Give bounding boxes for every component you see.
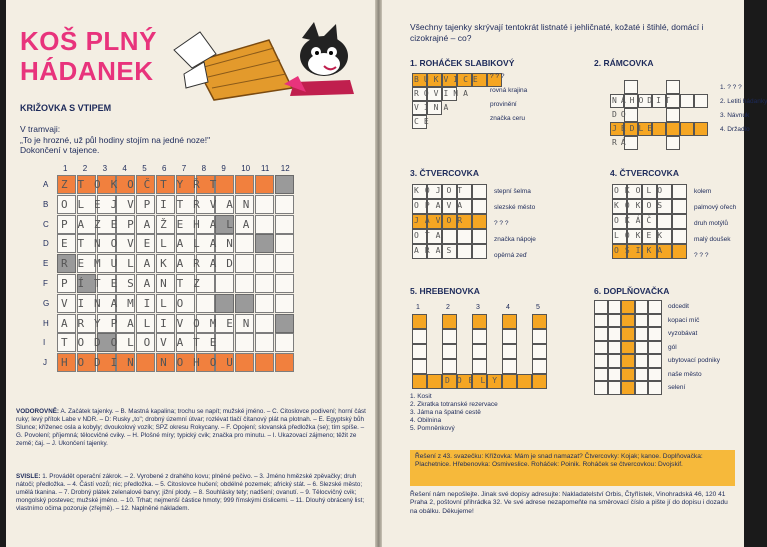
puzzle-cell xyxy=(594,368,608,382)
puzzle-cell xyxy=(648,354,662,368)
page-title xyxy=(20,26,157,86)
puzzle-cell xyxy=(648,368,662,382)
puzzle-cell xyxy=(608,354,622,368)
grid-cell xyxy=(255,333,274,352)
puzzle-cell xyxy=(442,314,457,329)
puzzle-cell xyxy=(635,314,649,328)
puzzle-cell xyxy=(608,300,622,314)
grid-cell xyxy=(275,353,294,372)
column-number: 2 xyxy=(446,304,450,311)
puzzle-clue: značka nápoje xyxy=(494,236,536,243)
vertical-heading: SVISLE: xyxy=(16,473,41,480)
puzzle-clue: 1. ? ? ? xyxy=(720,84,742,91)
puzzle-cell xyxy=(608,314,622,328)
puzzle-cell xyxy=(472,344,487,359)
clue-list-item: 4. Obilnina xyxy=(410,417,442,424)
puzzle-3-heading: 3. ČTVERCOVKA xyxy=(410,168,479,178)
puzzle-cell xyxy=(666,80,680,94)
col-number: 6 xyxy=(162,164,167,173)
puzzle-cell xyxy=(608,327,622,341)
handwritten-answer: ETNOVELALAN xyxy=(61,237,243,251)
puzzle-clue: ? ? ? xyxy=(490,73,505,80)
col-number: 4 xyxy=(122,164,127,173)
crossword-intro xyxy=(20,124,350,156)
puzzle-cell xyxy=(472,229,487,244)
column-number: 4 xyxy=(506,304,510,311)
grid-cell xyxy=(215,294,234,313)
puzzle-cell xyxy=(502,314,517,329)
puzzle-cell xyxy=(532,374,547,389)
puzzle-clue: slezské město xyxy=(494,204,536,211)
col-number: 7 xyxy=(181,164,187,173)
grid-cell xyxy=(275,333,294,352)
puzzle-cell xyxy=(635,341,649,355)
puzzle-cell xyxy=(594,327,608,341)
grid-cell xyxy=(275,274,294,293)
puzzle-clue: odcedit xyxy=(668,303,689,310)
puzzle-cell xyxy=(621,327,635,341)
vertical-clues: 1. Provádět operační zákrok. – 2. Vyrobené z drahého kovu; plněné pečivo. – 3. Jméno hmězské zpěvačky; druh nátoči; předložka. – 4. Částí vozů; nic; předložka. – 5. Citoslovce hučení; obdélné pozemek; africký stát. – 6. Slezské město; umělá tkanina. – 7. Drobný plátek zelenalové barvy; jižní plody. – 8. Souhlásky tety; nadšení; ovanutí. – 9. Tělocvičný cvik; mongolský postevec; mužské jméno. – 10. Trhat; nejmenší částice hmoty; 999 římskými číslicemi. – 11. Dlouhý obrácený list; vlastnímo očima pozoruje (zřejmě). – 12. Naplněné nákladem. xyxy=(16,473,365,513)
puzzle-cell xyxy=(594,341,608,355)
column-number: 5 xyxy=(536,304,540,311)
grid-cell xyxy=(275,215,294,234)
handwritten-answer: KOKOS xyxy=(614,201,669,210)
grid-cell xyxy=(235,274,254,293)
puzzle-cell xyxy=(517,374,532,389)
clue-list-item: 1. Kosit xyxy=(410,393,432,400)
row-letter: H xyxy=(43,318,49,328)
puzzle-cell xyxy=(412,329,427,344)
handwritten-answer: OLEJVPITRVAN xyxy=(61,197,260,211)
handwritten-answer: OSIKA xyxy=(614,246,669,255)
col-number: 9 xyxy=(221,164,226,173)
clue-list-item: 3. Jáma na špatné cestě xyxy=(410,409,481,416)
grid-cell xyxy=(235,175,254,194)
puzzle-cell xyxy=(412,359,427,374)
row-letter: C xyxy=(43,219,49,229)
puzzle-cell xyxy=(635,327,649,341)
puzzle-cell xyxy=(635,381,649,395)
grid-cell xyxy=(255,254,274,273)
puzzle-clue: ubytovací podniky xyxy=(668,357,721,364)
grid-cell xyxy=(275,175,294,194)
column-number: 3 xyxy=(476,304,480,311)
col-number: 2 xyxy=(82,164,88,173)
row-letter: E xyxy=(43,259,49,269)
handwritten-answer: HODIN NOHOU xyxy=(61,356,243,370)
puzzle-cell xyxy=(457,229,472,244)
puzzle-cell xyxy=(502,359,517,374)
puzzle-clue: ? ? ? xyxy=(494,220,509,227)
grid-cell xyxy=(196,294,215,313)
puzzle-clue: kopací míč xyxy=(668,316,700,324)
puzzle-clue: naše město xyxy=(668,370,702,378)
puzzle-clue: vyzobávat xyxy=(668,330,698,337)
title-line-2: HÁDANEK xyxy=(20,56,154,86)
clue-list-item: 5. Pomněnkový xyxy=(410,425,455,432)
row-letter: G xyxy=(43,298,50,308)
row-letter: A xyxy=(43,180,49,189)
handwritten-answer: REMULAKARAD xyxy=(61,257,243,271)
row-letter: J xyxy=(43,358,47,368)
puzzle-cell xyxy=(427,374,442,389)
puzzle-cell xyxy=(594,381,608,395)
grid-cell xyxy=(275,294,294,313)
grid-cell xyxy=(255,353,274,372)
handwritten-answer: DOBLY xyxy=(445,376,505,385)
puzzle-cell xyxy=(532,344,547,359)
grid-cell xyxy=(255,175,274,194)
puzzle-cell xyxy=(621,354,635,368)
puzzle-2-heading: 2. RÁMCOVKA xyxy=(594,58,654,68)
right-page xyxy=(382,0,767,547)
handwritten-answer: JAVOR xyxy=(414,216,469,225)
handwritten-answer: ARYPALIVOMEN xyxy=(61,316,260,330)
grid-cell xyxy=(275,234,294,253)
puzzle-clue: malý doušek xyxy=(694,236,731,243)
puzzle-cell xyxy=(648,381,662,395)
puzzle-clue: ? ? ? xyxy=(694,252,709,259)
puzzle-4-heading: 4. ČTVERCOVKA xyxy=(610,168,679,178)
clues-vertical xyxy=(16,473,368,513)
puzzle-cell xyxy=(672,184,687,199)
puzzle-clue: značka ceru xyxy=(490,115,526,122)
puzzle-cell xyxy=(648,314,662,328)
puzzle-cell xyxy=(472,359,487,374)
previous-solutions: Řešení z 43. svazečku: Křížovka: Mám je snad namazat? Čtvercovky: Kojak; kanoe. Doplňovačka: Plachetnice. Hřebenovka: Osmiveslice. Roháček: Poinik. Roháček se čtvercovkou: Dvojskif. xyxy=(410,450,735,486)
puzzle-cell xyxy=(680,94,694,108)
puzzle-cell xyxy=(472,184,487,199)
puzzle-clue: provinění xyxy=(490,101,517,108)
intro-line-2: „To je hrozné, už půl hodiny stojím na jedné noze!" xyxy=(20,134,211,145)
col-number: 1 xyxy=(63,164,68,173)
handwritten-answer: ZTOKOČTYŘT xyxy=(61,178,227,191)
puzzle-cell xyxy=(442,359,457,374)
puzzle-cell xyxy=(621,381,635,395)
puzzle-cell xyxy=(648,327,662,341)
puzzle-clue: 3. Návnuk xyxy=(720,112,750,119)
handwritten-answer: VINAMILO xyxy=(61,296,194,310)
closing-note: Řešení nám nepošlejte. Jinak své dopisy adresujte: Nakladatelství Orbis, Čtyřlístek, Vinohradská 46, 120 41 Praha 2, poštovní přihrádka 32. Ve své adrese nezapomeňte na směrovací číslo a pište jí do dopisu i dozadu na obálku. Děkujeme! xyxy=(410,491,728,515)
puzzle-cell xyxy=(694,122,708,136)
puzzle-cell xyxy=(648,341,662,355)
puzzle-cell xyxy=(472,199,487,214)
horizontal-clues: A. Začátek tajenky. – B. Mastná kapalina; trochu se napít; mužské jméno. – C. Citoslovce podivení; horní část ruky; levý přítok Labe v NDR. – D: Rusky „to"; drobný územní útvar; rozlévat tlačí čítanový plát na plotnah. – E. Egyptský bůh Slunce; kříženec osla a kobyly; dvoukolový vozík; SPZ okresu Rokycany. – F. Opojení; slovanská předložka (se); tím spíše. – G. Povolení; příjemná; tělocvičné cviky. – H. Plošné míry; typický cvik; značka pro minutu. – I. Ukazovací zájmeno; těžit ze země; čaj. – J. Ukončení tajenky. xyxy=(16,408,366,448)
left-page xyxy=(6,0,375,547)
puzzle-cell xyxy=(594,300,608,314)
grid-cell xyxy=(275,195,294,214)
crossword-subtitle: KRIŽOVKA S VTIPEM xyxy=(20,103,112,113)
puzzle-cell xyxy=(672,199,687,214)
intro-line-3: Dokončení v tajence. xyxy=(20,145,100,155)
puzzle-cell xyxy=(648,300,662,314)
puzzle-cell xyxy=(472,329,487,344)
puzzle-cell xyxy=(442,329,457,344)
puzzle-cell xyxy=(532,314,547,329)
puzzle-clue: gól xyxy=(668,343,677,351)
puzzle-cell xyxy=(624,80,638,94)
col-number: 12 xyxy=(280,164,290,173)
puzzle-cell xyxy=(502,374,517,389)
handwritten-answer: OKÁČ xyxy=(614,216,658,225)
handwritten-answer: TODOLOVATE xyxy=(61,336,227,350)
handwritten-answer: ARAS xyxy=(414,246,458,255)
handwritten-answer: OTA xyxy=(414,231,447,240)
grid-cell xyxy=(275,254,294,273)
puzzle-cell xyxy=(635,300,649,314)
handwritten-answer: RÁ xyxy=(612,138,630,147)
puzzle-cell xyxy=(472,244,487,259)
column-number: 1 xyxy=(416,304,420,311)
puzzle-5-heading: 5. HREBENOVKA xyxy=(410,286,480,296)
row-letter: D xyxy=(43,239,49,249)
puzzle-cell xyxy=(672,229,687,244)
puzzle-cell xyxy=(680,122,694,136)
handwritten-answer: OPAVA xyxy=(414,201,469,210)
puzzle-cell xyxy=(635,368,649,382)
basket-image xyxy=(174,32,292,100)
puzzle-cell xyxy=(472,314,487,329)
puzzle-cell xyxy=(635,354,649,368)
puzzle-cell xyxy=(608,341,622,355)
puzzle-1-heading: 1. ROHÁČEK SLABIKOVÝ xyxy=(410,58,515,68)
puzzle-cell xyxy=(594,354,608,368)
puzzle-cell xyxy=(502,329,517,344)
puzzle-cell xyxy=(442,344,457,359)
row-letter: I xyxy=(43,338,46,348)
puzzle-cell xyxy=(412,344,427,359)
col-number: 5 xyxy=(142,164,147,173)
handwritten-answer: ROVINA xyxy=(414,89,473,98)
puzzle-cell xyxy=(694,94,708,108)
handwritten-answer: DO xyxy=(612,110,630,119)
puzzle-cell xyxy=(621,368,635,382)
page-gutter xyxy=(375,0,382,547)
puzzle-cell xyxy=(666,122,680,136)
cat-illustration xyxy=(174,22,362,102)
handwritten-answer: BUKVICE xyxy=(414,75,483,84)
col-number: 10 xyxy=(241,164,251,173)
puzzle-cell xyxy=(412,374,427,389)
puzzle-cell xyxy=(666,108,680,122)
col-number: 8 xyxy=(201,164,207,173)
handwritten-answer: LOKEK xyxy=(614,231,669,240)
horizontal-heading: VODOROVNĚ: xyxy=(16,408,60,415)
puzzle-clue: 2. Letiti hádanky xyxy=(720,98,767,105)
handwritten-answer: PAZEPAŽEHALA xyxy=(61,217,260,231)
grid-cell xyxy=(275,314,294,333)
puzzle-cell xyxy=(666,136,680,150)
puzzle-6-heading: 6. DOPLŇOVAČKA xyxy=(594,286,670,296)
handwritten-answer: KOJOT xyxy=(414,186,469,195)
grid-cell xyxy=(235,294,254,313)
puzzle-cell xyxy=(608,381,622,395)
puzzle-cell xyxy=(621,341,635,355)
puzzle-cell xyxy=(672,244,687,259)
puzzle-5-clue-list xyxy=(410,393,498,433)
clues-horizontal xyxy=(16,408,368,448)
title-line-1: KOŠ PLNÝ xyxy=(20,26,157,56)
puzzle-clue: 4. Držadlo xyxy=(720,126,750,133)
clue-list-item: 2. Zkratka totranské rezervace xyxy=(410,401,498,408)
intro-line-1: V tramvaji: xyxy=(20,124,61,134)
puzzle-cell xyxy=(621,314,635,328)
puzzle-clue: kolem xyxy=(694,188,712,195)
row-letter: F xyxy=(43,279,48,288)
puzzle-clue: selení xyxy=(668,384,686,391)
puzzle-clue: palmový ořech xyxy=(694,204,737,211)
puzzle-cell xyxy=(594,314,608,328)
handwritten-answer: OKOLO xyxy=(614,186,669,195)
col-number: 11 xyxy=(261,164,270,173)
puzzle-cell xyxy=(532,359,547,374)
puzzle-clue: stepní šelma xyxy=(494,188,531,195)
grid-cell xyxy=(215,274,234,293)
handwritten-answer: PÍTESANTZ xyxy=(61,277,210,290)
grid-cell xyxy=(235,333,254,352)
grid-cell xyxy=(255,234,274,253)
puzzle-cell xyxy=(472,214,487,229)
puzzle-cell xyxy=(532,329,547,344)
puzzle-cell xyxy=(672,214,687,229)
row-letter: B xyxy=(43,199,49,209)
handwritten-answer: VINA xyxy=(414,103,454,112)
puzzle-cell xyxy=(621,300,635,314)
grid-cell xyxy=(255,274,274,293)
handwritten-answer: JEDLE xyxy=(612,124,657,133)
right-intro: Všechny tajenky skrývají tentokrát listnaté i jehličnaté, kožaté i štihlé, domácí i cizokrajné – co? xyxy=(410,22,704,43)
cat-head-image xyxy=(284,22,354,96)
puzzle-clue: rovná krajina xyxy=(490,87,528,94)
handwritten-answer: NAHODIT xyxy=(612,96,674,105)
puzzle-cell xyxy=(412,314,427,329)
handwritten-answer: CE xyxy=(414,117,434,126)
col-number: 3 xyxy=(102,164,108,173)
puzzle-clue: opěrná zeď xyxy=(494,252,527,259)
puzzle-cell xyxy=(657,214,672,229)
puzzle-cell xyxy=(457,244,472,259)
puzzle-clue: druh motýlů xyxy=(694,220,728,227)
puzzle-cell xyxy=(502,344,517,359)
puzzle-cell xyxy=(608,368,622,382)
grid-cell xyxy=(255,294,274,313)
